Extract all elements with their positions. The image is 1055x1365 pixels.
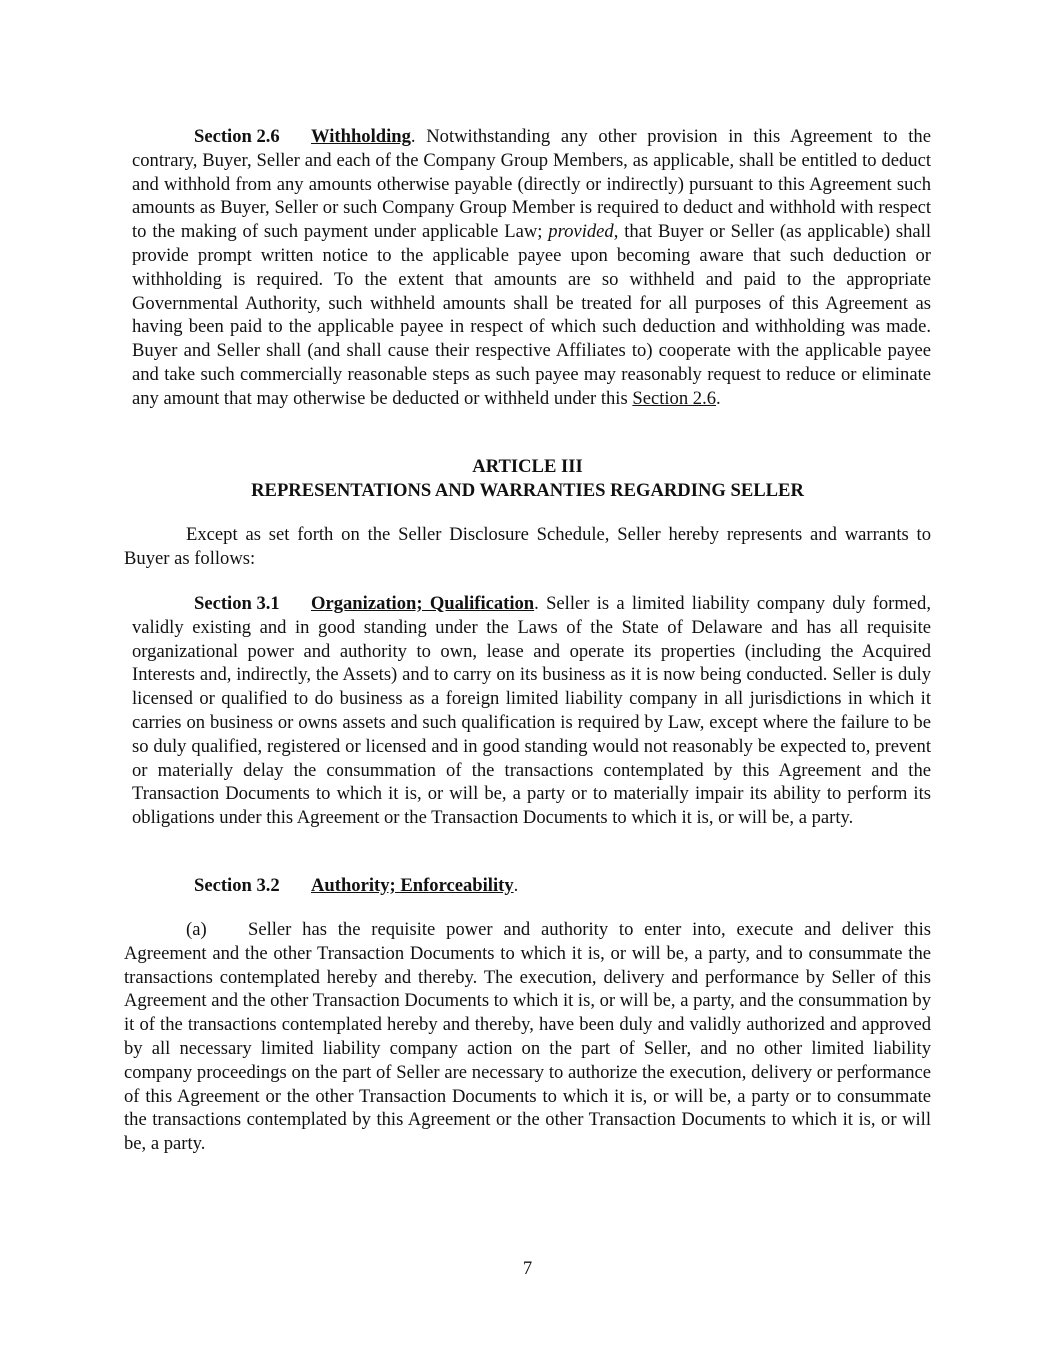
section-3-1-text: . Seller is a limited liability company duly formed, validly existing and in good standing under the Laws of the State of Delaware and has all requisite organizational power and authority to own, lease and operate its properties (including the Acquired Interests and, indirectly, the Assets) and to carry on its business as it is now being conducted. Seller is duly licensed or qualified to do business as a foreign limited liability company in all jurisdictions in which it carries on business or owns assets and such qualification is required by Law, except where the failure to be so duly qualified, registered or licensed and in good standing would not reasonably be expected to, prevent or materially delay the consummation of the transactions contemplated by this Agreement and the Transaction Documents to which it is, or will be, a party or to materially impair its ability to perform its obligations under this Agreement or the Transaction Documents to which it is, or will be, a party. bbox=[132, 593, 931, 829]
section-2-6-text-1: . Notwithstanding any other provision in this Agreement to the contrary, Buyer, Seller and each of the Company Group Members, as applicable, shall be entitled to deduct and withhold from any amounts otherwise payable (directly or indirectly) pursuant to this Agreement such amounts as Buyer, Seller or such Company Group Member is required to deduct and withhold with respect to the making of such payment under applicable Law; bbox=[132, 126, 931, 243]
section-2-6-title: Withholding bbox=[311, 126, 411, 147]
article-intro-paragraph bbox=[124, 523, 931, 571]
section-3-2-a-paragraph bbox=[124, 918, 931, 1156]
section-3-1-title: Organization; Qualification bbox=[311, 593, 535, 614]
section-3-1-paragraph bbox=[132, 592, 931, 830]
section-2-6-italic-provided: provided bbox=[548, 221, 614, 243]
article-title: REPRESENTATIONS AND WARRANTIES REGARDING SELLER bbox=[251, 480, 804, 501]
article-number: ARTICLE III bbox=[472, 456, 583, 477]
section-2-6-cross-reference: Section 2.6 bbox=[632, 387, 717, 409]
subsection-a-text: Seller has the requisite power and authority to enter into, execute and deliver this Agreement and the other Transaction Documents to which it is, or will be, a party, and to consummate the transactions contemplated hereby and thereby. The execution, delivery and performance by Seller of this Agreement and the other Transaction Documents to which it is, or will be, a party, and the consummation by it of the transactions contemplated hereby and thereby, have been duly and validly authorized and approved by all necessary limited liability company action on the part of Seller, and no other limited liability company proceedings on the part of Seller are necessary to authorize the execution, delivery or performance of this Agreement or the other Transaction Documents to which it is, or will be, a party or to consummate the transactions contemplated by this Agreement or the other Transaction Documents to which it is, or will be, a party. bbox=[124, 919, 931, 1155]
section-2-6-number: Section 2.6 bbox=[194, 126, 280, 147]
section-3-1-number: Section 3.1 bbox=[194, 593, 280, 614]
section-2-6-text-3: . bbox=[716, 387, 721, 409]
section-2-6-text-2: , that Buyer or Seller (as applicable) shall provide prompt written notice to the applicable payee upon becoming aware that such deduction or withholding is required. To the extent that amounts are so withheld and paid to the appropriate Governmental Authority, such withheld amounts shall be treated for all purposes of this Agreement as having been paid to the applicable payee in respect of which such deduction and withholding was made. Buyer and Seller shall (and shall cause their respective Affiliates to) cooperate with the applicable payee and take such commercially reasonable steps as such payee may reasonably request to reduce or eliminate any amount that may otherwise be deducted or withheld under this bbox=[132, 221, 931, 409]
section-3-2-number: Section 3.2 bbox=[194, 875, 280, 896]
page-number: 7 bbox=[522, 1258, 533, 1279]
section-3-2-title: Authority; Enforceability bbox=[311, 875, 514, 896]
section-3-2-title-suffix: . bbox=[513, 875, 519, 896]
section-3-2-heading bbox=[132, 874, 931, 898]
article-intro-text: Except as set forth on the Seller Disclosure Schedule, Seller hereby represents and warrants to Buyer as follows: bbox=[124, 524, 931, 569]
section-2-6-paragraph bbox=[132, 125, 931, 411]
subsection-a-label: (a) bbox=[186, 919, 207, 940]
